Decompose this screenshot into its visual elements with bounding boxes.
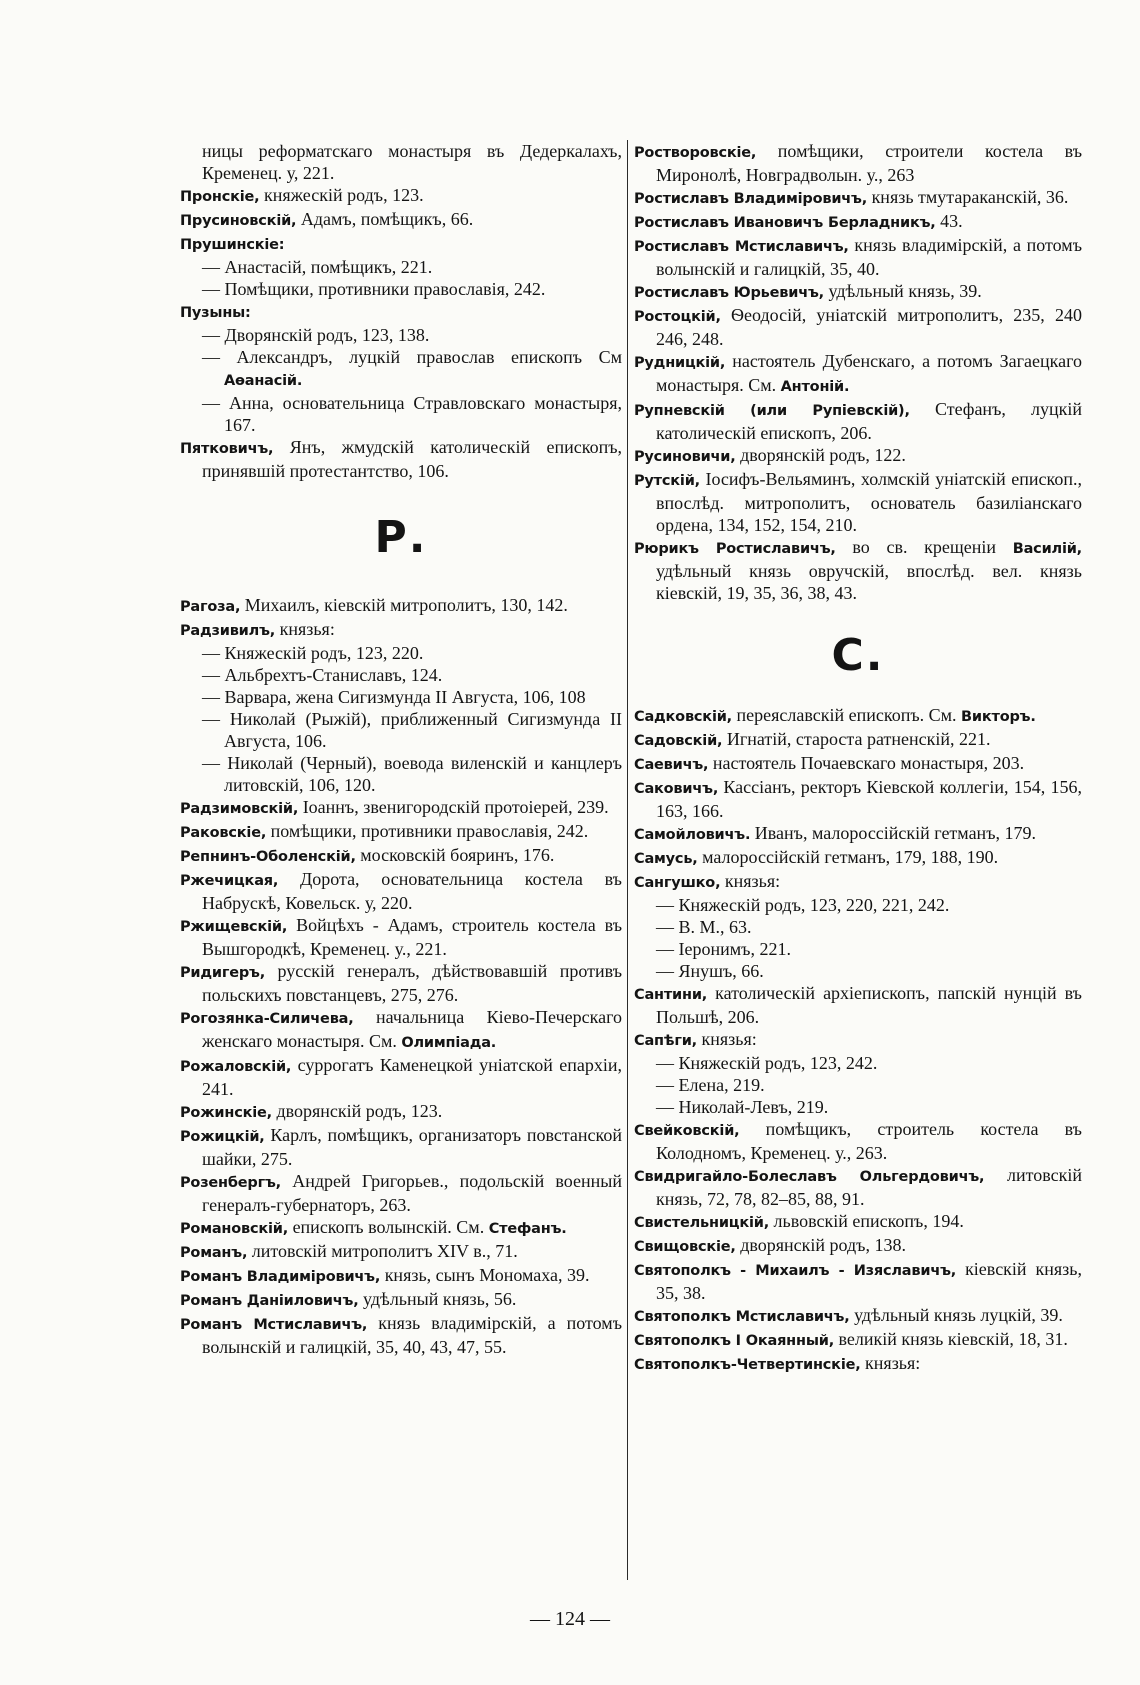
entry-headword: Пузыны: (180, 305, 251, 321)
entry-text: удѣльный князь луцкій, 39. (854, 1305, 1063, 1325)
index-entry (180, 1288, 622, 1312)
entry-headword: Романъ, (180, 1245, 248, 1261)
index-entry (180, 1054, 622, 1100)
index-subentry (180, 392, 622, 436)
index-subentry (180, 752, 622, 796)
entry-text: Карлъ, помѣщикъ, организаторъ повстанской шайки, 275. (202, 1125, 622, 1169)
entry-text: малороссійскій гетманъ, 179, 188, 190. (702, 847, 999, 867)
index-subentry (634, 938, 1082, 960)
entry-text: — Александръ, луцкій православ епископъ См (202, 347, 622, 367)
entry-text: — Николай-Левъ, 219. (656, 1097, 829, 1117)
index-entry (634, 280, 1082, 304)
entry-headword: Прушинскіе: (180, 237, 285, 253)
index-entry (180, 868, 622, 914)
entry-text: переяславскій епископъ. См. (736, 705, 957, 725)
entry-text: князь, сынъ Мономаха, 39. (384, 1265, 590, 1285)
entry-text: — Анастасій, помѣщикъ, 221. (202, 257, 433, 277)
entry-headword: Рогозянка-Силичева, (180, 1011, 354, 1027)
entry-headword: Свистельницкій, (634, 1215, 770, 1231)
entry-text: — Княжескій родъ, 123, 220. (202, 643, 424, 663)
entry-cross-reference: Антоній. (780, 379, 850, 395)
index-entry (180, 208, 622, 232)
entry-text: — Янушъ, 66. (656, 961, 764, 981)
index-entry (180, 436, 622, 482)
entry-text: удѣльный князь, 56. (363, 1289, 517, 1309)
column-divider (627, 140, 628, 1580)
entry-text: Андрей Григорьев., подольскій военный генералъ-губернаторъ, 263. (202, 1171, 622, 1215)
index-entry (634, 1352, 1082, 1376)
entry-text: настоятель Дубенскаго, а потомъ Загаецкаго монастыря. См. (656, 351, 1083, 395)
index-subentry (634, 916, 1082, 938)
index-entry (180, 1216, 622, 1240)
entry-headword: Рагоза, (180, 599, 241, 615)
entry-headword: Ридигеръ, (180, 965, 266, 981)
index-entry (634, 1234, 1082, 1258)
index-subentry (180, 708, 622, 752)
entry-headword: Ростворовскіе, (634, 145, 757, 161)
entry-headword: Ржищевскій, (180, 919, 288, 935)
entry-text: — Елена, 219. (656, 1075, 765, 1095)
entry-headword: Романъ Даніиловичъ, (180, 1293, 359, 1309)
entry-text: 43. (940, 211, 963, 231)
entry-text: помѣщики, строители костела въ Миронолѣ, Новградволын. у., 263 (656, 141, 1083, 185)
entry-headword: Сангушко, (634, 875, 721, 891)
entry-headword: Сантини, (634, 987, 708, 1003)
index-entry (180, 1170, 622, 1216)
index-subentry (634, 960, 1082, 982)
entry-text: Игнатій, староста ратненскій, 221. (726, 729, 991, 749)
entry-text: князь тмутараканскій, 36. (871, 187, 1069, 207)
index-entry (180, 1264, 622, 1288)
entry-headword: Рюрикъ Ростиславичъ, (634, 541, 836, 557)
entry-headword: Романовскій, (180, 1221, 289, 1237)
entry-text: удѣльный князь, 39. (828, 281, 982, 301)
entry-text: епископъ волынскій. См. (292, 1217, 485, 1237)
index-entry (180, 1100, 622, 1124)
entry-text: князья: (701, 1029, 757, 1049)
index-subentry (180, 256, 622, 278)
entry-text: князья: (865, 1353, 921, 1373)
index-entry (634, 704, 1082, 728)
entry-cross-reference: Стефанъ. (488, 1221, 567, 1237)
entry-headword: Святополкъ Мстиславичъ, (634, 1309, 850, 1325)
index-entry (634, 1258, 1082, 1304)
entry-text: — В. М., 63. (656, 917, 752, 937)
entry-headword: Свейковскій, (634, 1123, 740, 1139)
entry-headword: Святополкъ I Окаянный, (634, 1333, 835, 1349)
index-subentry (180, 686, 622, 708)
index-entry (634, 304, 1082, 350)
index-subentry (634, 1074, 1082, 1096)
entry-text: дворянскій родъ, 123. (276, 1101, 443, 1121)
entry-text: — Николай (Черный), воевода виленскій и канцлеръ литовскій, 106, 120. (202, 753, 622, 795)
entry-headword: Рудницкій, (634, 355, 726, 371)
entry-headword: Прусиновскій, (180, 213, 297, 229)
entry-headword: Самойловичъ. (634, 827, 751, 843)
index-subentry (180, 346, 622, 392)
entry-text: князь владимірскій, а потомъ волынскій и галицкій, 35, 40. (656, 235, 1082, 279)
entry-text: — Княжескій родъ, 123, 242. (656, 1053, 878, 1073)
index-entry (180, 232, 622, 256)
entry-text-continued: удѣльный князь овручскій, впослѣд. вел. князь кіевскій, 19, 35, 36, 38, 43. (656, 561, 1082, 603)
index-entry (634, 1304, 1082, 1328)
entry-text: суррогатъ Каменецкой уніатской епархіи, 241. (202, 1055, 622, 1099)
index-entry (634, 982, 1082, 1028)
entry-headword: Ростиславъ Владиміровичъ, (634, 191, 868, 207)
entry-headword: Сапѣги, (634, 1033, 697, 1049)
index-entry (180, 140, 622, 184)
index-entry (634, 234, 1082, 280)
index-entry (180, 1006, 622, 1054)
entry-headword: Ростиславъ Мстиславичъ, (634, 239, 849, 255)
entry-headword: Репнинъ-Оболенскій, (180, 849, 356, 865)
index-entry (634, 140, 1082, 186)
index-subentry (634, 1052, 1082, 1074)
index-entry (634, 536, 1082, 604)
entry-text: дворянскій родъ, 138. (740, 1235, 906, 1255)
index-entry (180, 1312, 622, 1358)
entry-text: львовскій епископъ, 194. (773, 1211, 964, 1231)
entry-text: во св. крещеніи (852, 537, 997, 557)
entry-cross-reference: Аѳанасій. (224, 373, 303, 389)
entry-headword: Саковичъ, (634, 781, 719, 797)
index-entry (634, 1210, 1082, 1234)
index-entry (634, 870, 1082, 894)
entry-headword: Ростоцкій, (634, 309, 721, 325)
index-entry (180, 1124, 622, 1170)
entry-text: — Дворянскій родъ, 123, 138. (202, 325, 430, 345)
index-entry (180, 960, 622, 1006)
entry-text: начальница Кіево-Печерскаго женскаго монастыря. См. (202, 1007, 622, 1051)
entry-text: Иванъ, малороссійскій гетманъ, 179. (754, 823, 1036, 843)
index-entry (634, 776, 1082, 822)
index-subentry (180, 278, 622, 300)
index-entry (634, 468, 1082, 536)
entry-headword: Романъ Владиміровичъ, (180, 1269, 381, 1285)
entry-text: московскій бояринъ, 176. (360, 845, 555, 865)
index-entry (634, 1118, 1082, 1164)
index-subentry (634, 894, 1082, 916)
entry-headword: Самусь, (634, 851, 698, 867)
entry-headword: Радзимовскій, (180, 801, 299, 817)
entry-headword: Святополкъ-Четвертинскіе, (634, 1357, 861, 1373)
right-column (634, 140, 1082, 1376)
entry-text: помѣщики, противники православія, 242. (270, 821, 589, 841)
entry-text: Войцѣхъ - Адамъ, строитель костела въ Вышгородкѣ, Кременец. у., 221. (202, 915, 623, 959)
entry-text: — Помѣщики, противники православія, 242. (202, 279, 546, 299)
entry-cross-reference: Василій, (1012, 541, 1082, 557)
index-entry (180, 844, 622, 868)
entry-headword: Рожинскіе, (180, 1105, 272, 1121)
entry-text: княжескій родъ, 123. (263, 185, 424, 205)
index-entry (180, 184, 622, 208)
index-subentry (634, 1096, 1082, 1118)
entry-headword: Саевичъ, (634, 757, 709, 773)
index-subentry (180, 664, 622, 686)
index-entry (634, 210, 1082, 234)
entry-headword: Ржечицкая, (180, 873, 279, 889)
entry-headword: Свищовскіе, (634, 1239, 736, 1255)
entry-headword: Русиновичи, (634, 449, 736, 465)
entry-headword: Ростиславъ Ивановичъ Берладникъ, (634, 215, 936, 231)
entry-headword: Пронскіе, (180, 189, 260, 205)
index-entry (634, 1328, 1082, 1352)
entry-text: настоятель Почаевскаго монастыря, 203. (712, 753, 1025, 773)
entry-headword: Радзивилъ, (180, 623, 276, 639)
index-entry (634, 350, 1082, 398)
entry-text: Янъ, жмудскій католическій епископъ, принявшій протестантство, 106. (202, 437, 623, 481)
entry-text: Кассіанъ, ректоръ Кіевской коллегіи, 154, 156, 163, 166. (656, 777, 1082, 821)
index-entry (180, 820, 622, 844)
entry-headword: Пятковичъ, (180, 441, 274, 457)
entry-headword: Ростиславъ Юрьевичъ, (634, 285, 824, 301)
entry-text: — Николай (Рыжій), приближенный Сигизмунда II Августа, 106. (202, 709, 622, 751)
index-entry (180, 1240, 622, 1264)
index-entry (180, 796, 622, 820)
index-entry (180, 594, 622, 618)
page-number: — 124 — (530, 1608, 610, 1630)
section-letter: С. (831, 630, 885, 681)
index-entry (180, 914, 622, 960)
entry-text: князья: (724, 871, 781, 891)
entry-text: дворянскій родъ, 122. (740, 445, 906, 465)
entry-text: Ѳеодосій, уніатскій митрополитъ, 235, 240 246, 248. (656, 305, 1083, 349)
entry-headword: Садковскій, (634, 709, 732, 725)
entry-text: литовскій митрополитъ XIV в., 71. (251, 1241, 518, 1261)
index-entry (634, 444, 1082, 468)
index-entry (634, 728, 1082, 752)
entry-cross-reference: Викторъ. (961, 709, 1036, 725)
index-entry (180, 300, 622, 324)
entry-text: кіевскій князь, 35, 38. (656, 1259, 1082, 1303)
entry-headword: Рожаловскій, (180, 1059, 292, 1075)
left-column (180, 140, 622, 1358)
entry-cross-reference: Олимпіада. (401, 1035, 497, 1051)
entry-headword: Святополкъ - Михаилъ - Изяславичъ, (634, 1263, 957, 1279)
entry-headword: Рутскій, (634, 473, 700, 489)
entry-text: Дорота, основательница костела въ Набрускѣ, Ковельск. у, 220. (202, 869, 622, 913)
entry-headword: Романъ Мстиславичъ, (180, 1317, 368, 1333)
index-subentry (180, 324, 622, 346)
entry-headword: Рожицкій, (180, 1129, 265, 1145)
entry-text: Михаилъ, кіевскій митрополитъ, 130, 142. (244, 595, 568, 615)
entry-text: — Варвара, жена Сигизмунда II Августа, 106, 108 (202, 687, 586, 707)
entry-text: Іоаннъ, звенигородскій протоіерей, 239. (302, 797, 609, 817)
entry-text: — Іеронимъ, 221. (656, 939, 791, 959)
entry-text: ницы реформатскаго монастыря въ Дедеркалахъ, Кременец. у, 221. (202, 141, 622, 183)
entry-text: русскій генералъ, дѣйствовавшій противъ польскихъ повстанцевъ, 275, 276. (202, 961, 623, 1005)
index-entry (634, 186, 1082, 210)
index-entry (634, 1028, 1082, 1052)
entry-text: князья: (279, 619, 335, 639)
index-subentry (180, 642, 622, 664)
entry-text: помѣщикъ, строитель костела въ Колодномъ, Кременец. у., 263. (656, 1119, 1082, 1163)
entry-text: — Анна, основательница Стравловскаго монастыря, 167. (202, 393, 622, 435)
entry-headword: Раковскіе, (180, 825, 267, 841)
section-letter: Р. (374, 512, 428, 563)
entry-headword: Садовскій, (634, 733, 723, 749)
index-entry (634, 398, 1082, 444)
entry-text: великій князь кіевскій, 18, 31. (838, 1329, 1068, 1349)
entry-headword: Свидригайло-Болеславъ Ольгердовичъ, (634, 1169, 985, 1185)
entry-text: Стефанъ, луцкій католическій епископъ, 206. (656, 399, 1082, 443)
entry-text: Іосифъ-Вельяминъ, холмскій уніатскій епископ., впослѣд. митрополитъ, основатель базиліанскаго ордена, 134, 152, 154, 210. (656, 469, 1082, 535)
index-entry (634, 846, 1082, 870)
index-entry (634, 822, 1082, 846)
entry-headword: Розенбергъ, (180, 1175, 281, 1191)
entry-headword: Рупневскій (или Рупіевскій), (634, 403, 910, 419)
entry-text: — Альбрехтъ-Станиславъ, 124. (202, 665, 443, 685)
entry-text: Адамъ, помѣщикъ, 66. (300, 209, 474, 229)
entry-text: католическій архіепископъ, папскій нунцій въ Польшѣ, 206. (656, 983, 1082, 1027)
entry-text: литовскій князь, 72, 78, 82–85, 88, 91. (656, 1165, 1082, 1209)
index-entry (634, 752, 1082, 776)
index-entry (180, 618, 622, 642)
entry-text: — Княжескій родъ, 123, 220, 221, 242. (656, 895, 950, 915)
index-entry (634, 1164, 1082, 1210)
entry-text: князь владимірскій, а потомъ волынскій и галицкій, 35, 40, 43, 47, 55. (202, 1313, 623, 1357)
